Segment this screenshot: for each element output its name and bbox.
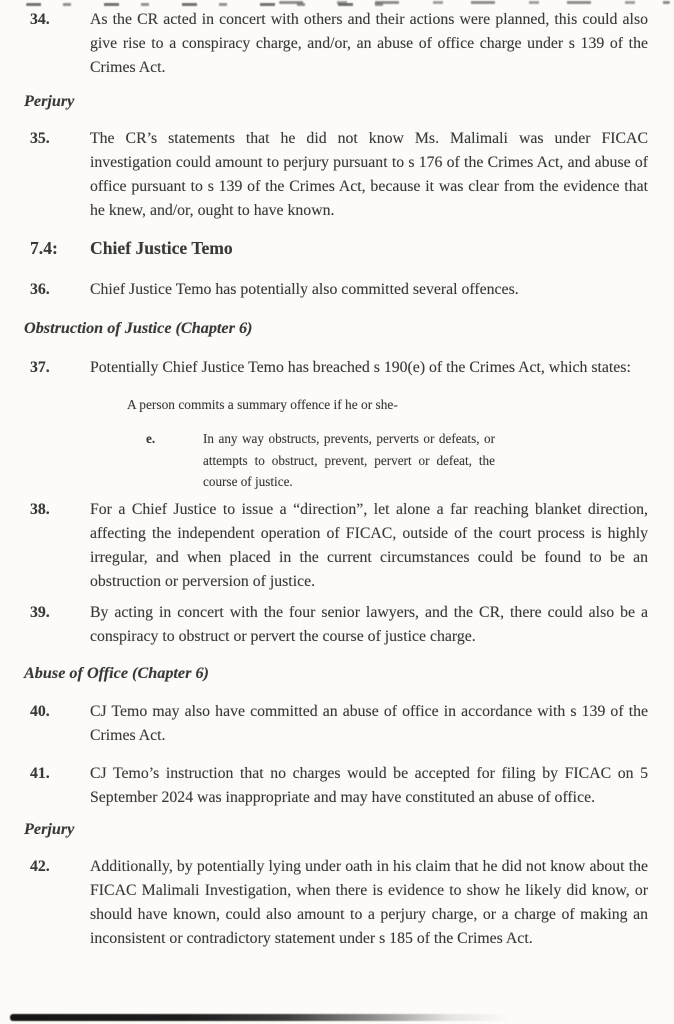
paragraph-number: 39. (30, 603, 50, 621)
document-content (24, 8, 648, 951)
paragraph-37 (30, 356, 648, 380)
paragraph-text: The CR’s statements that he did not know Ms. Malimali was under FICAC investigation could amount to perjury pursuant to s 176 of the Crimes Act, and abuse of office pursuant to s 139 of the Crimes Act, because it was clear from the evidence that he knew, and/or, ought to have known. (90, 130, 648, 219)
paragraph-42 (30, 855, 648, 951)
scan-artifact-bottom-bar (10, 1014, 510, 1021)
paragraph-number: 42. (30, 857, 50, 875)
section-number: 7.4: (30, 238, 58, 258)
paragraph-text: Chief Justice Temo has potentially also committed several offences. (90, 281, 519, 298)
paragraph-39 (30, 601, 648, 649)
statute-quote-item-e (146, 428, 648, 493)
paragraph-text: CJ Temo’s instruction that no charges would be accepted for filing by FICAC on 5 September 2024 was inappropriate and may have constituted an abuse of office. (90, 764, 648, 806)
statute-quote-intro: A person commits a summary offence if he or she- (127, 397, 398, 412)
paragraph-number: 35. (30, 130, 50, 147)
paragraph-41 (30, 762, 648, 810)
paragraph-34 (30, 8, 648, 80)
subheading-perjury-2: Perjury (24, 819, 75, 838)
paragraph-text: For a Chief Justice to issue a “direction”, let alone a far reaching blanket direction, affecting the independent operation of FICAC, outside of the court process is highly irregular, and when placed in the current circumstances could be found to be an obstruction or perversion of justice. (90, 500, 648, 590)
paragraph-number: 34. (30, 11, 50, 28)
paragraph-40 (30, 700, 648, 748)
paragraph-text: CJ Temo may also have committed an abuse of office in accordance with s 139 of the Crimes Act. (90, 702, 648, 744)
paragraph-35 (30, 127, 648, 223)
subheading-perjury-1: Perjury (24, 92, 75, 110)
paragraph-text: As the CR acted in concert with others and their actions were planned, this could also give rise to a conspiracy charge, and/or, an abuse of office charge under s 139 of the Crimes Act. (90, 11, 648, 76)
paragraph-number: 37. (30, 359, 50, 376)
paragraph-number: 38. (30, 500, 50, 518)
paragraph-36 (30, 278, 648, 302)
paragraph-text: Additionally, by potentially lying under oath in his claim that he did not know about the FICAC Malimali Investigation, when there is evidence to show he likely did know, or should have known, could also amount to a perjury charge, or a charge of making an inconsistent or contradictory statement under s 185 of the Crimes Act. (90, 857, 648, 947)
section-heading-74 (30, 235, 648, 261)
subheading-obstruction-of-justice: Obstruction of Justice (Chapter 6) (24, 319, 253, 337)
statute-item-marker: e. (146, 431, 156, 446)
subheading-abuse-of-office: Abuse of Office (Chapter 6) (24, 663, 209, 682)
section-title: Chief Justice Temo (90, 238, 233, 258)
paragraph-text: By acting in concert with the four senior lawyers, and the CR, there could also be a conspiracy to obstruct or pervert the course of justice charge. (90, 603, 648, 645)
paragraph-number: 40. (30, 702, 50, 720)
paragraph-38 (30, 498, 648, 594)
paragraph-number: 41. (30, 764, 50, 782)
statute-item-text: In any way obstructs, prevents, perverts or defeats, or attempts to obstruct, prevent, pervert or defeat, the course of justice. (203, 431, 495, 489)
paragraph-text: Potentially Chief Justice Temo has breached s 190(e) of the Crimes Act, which states: (90, 359, 631, 376)
paragraph-number: 36. (30, 281, 50, 298)
